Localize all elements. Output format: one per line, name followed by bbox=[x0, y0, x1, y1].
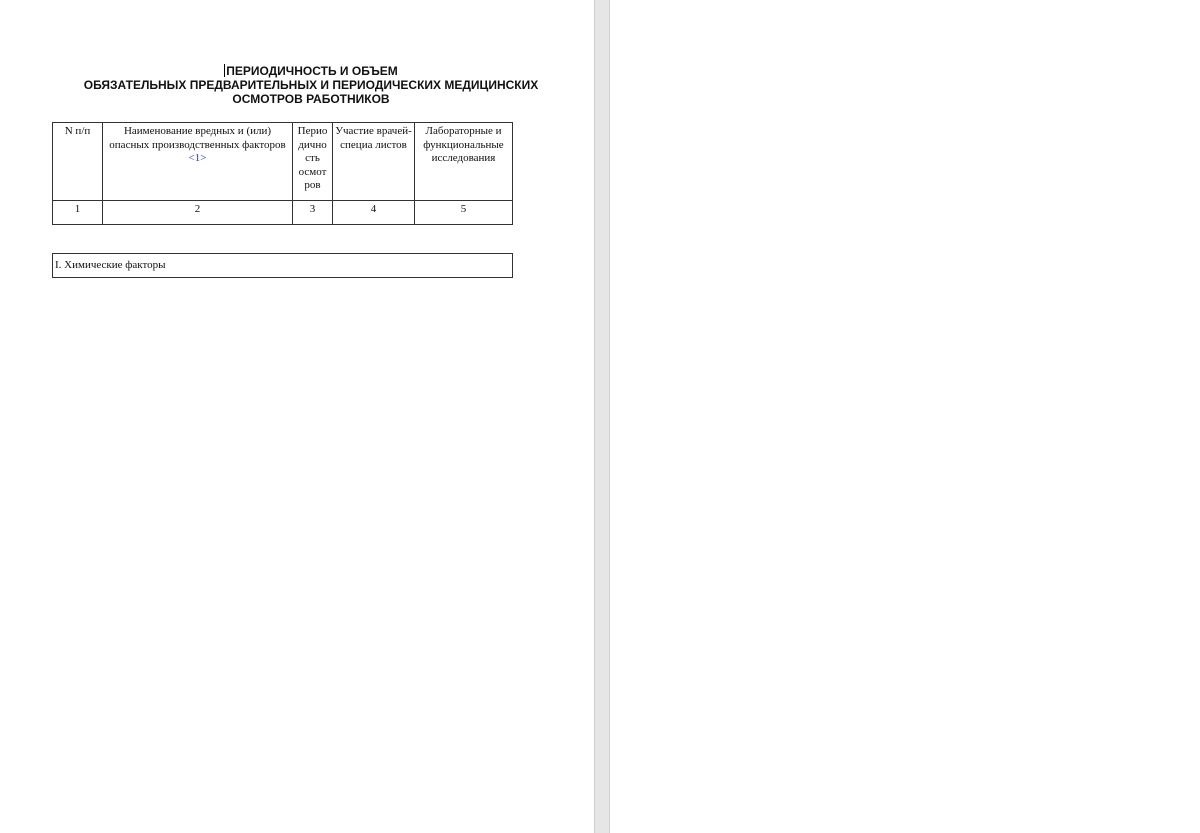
header-col-periodicity: Перио дично сть осмот ров bbox=[293, 123, 333, 201]
header-table bbox=[52, 122, 513, 225]
column-number: 1 bbox=[53, 201, 103, 225]
header-col-specialists: Участие врачей-специа листов bbox=[333, 123, 415, 201]
column-number: 5 bbox=[415, 201, 513, 225]
header-col-number: N п/п bbox=[53, 123, 103, 201]
document-title: ПЕРИОДИЧНОСТЬ И ОБЪЕМ ОБЯЗАТЕЛЬНЫХ ПРЕДВАРИТЕЛЬНЫХ И ПЕРИОДИЧЕСКИХ МЕДИЦИНСКИХ ОСМОТРОВ РАБОТНИКОВ bbox=[83, 64, 539, 106]
document-page-2 bbox=[610, 0, 1200, 833]
column-number: 4 bbox=[333, 201, 415, 225]
factors-table-page-1 bbox=[52, 253, 513, 278]
header-col-tests: Лабораторные и функциональные исследования bbox=[415, 123, 513, 201]
column-number: 3 bbox=[293, 201, 333, 225]
column-number: 2 bbox=[103, 201, 293, 225]
page-gutter bbox=[594, 0, 610, 833]
footnote-link[interactable]: <1> bbox=[188, 152, 207, 165]
document-page-1 bbox=[0, 0, 594, 833]
header-col-factor: Наименование вредных и (или) опасных производственных факторов <1> bbox=[103, 123, 293, 201]
section-title: I. Химические факторы bbox=[53, 254, 513, 278]
